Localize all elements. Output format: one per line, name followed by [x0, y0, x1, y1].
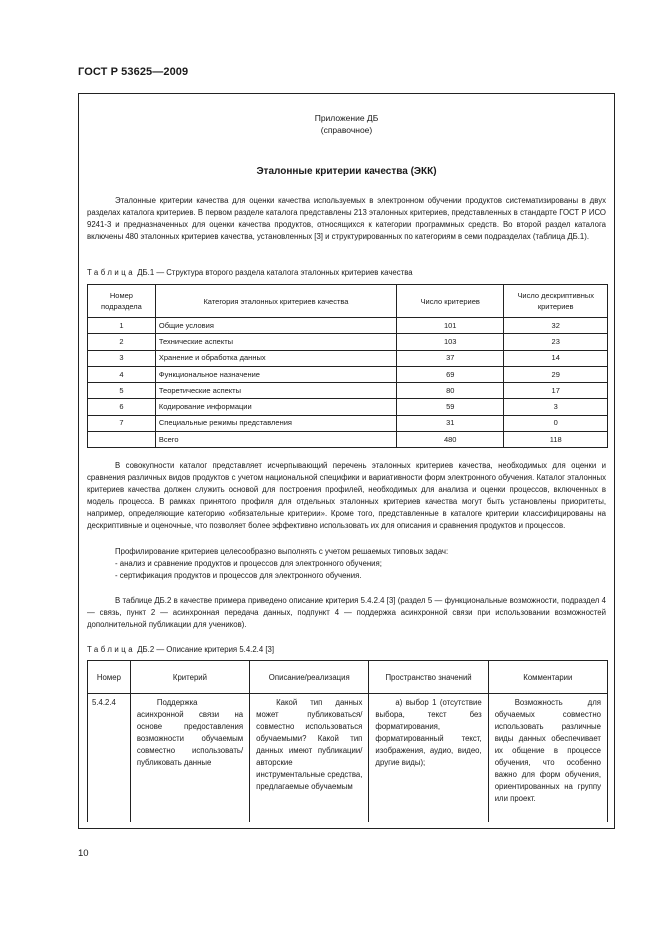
table-cell: 80: [397, 383, 504, 399]
list-item: - сертификация продуктов и процессов для электронного обучения.: [115, 571, 362, 580]
table-row: [88, 694, 608, 823]
content-frame: [78, 93, 615, 829]
table2-caption-label: Таблица: [87, 645, 136, 654]
column-header: Номер подраздела: [88, 285, 156, 318]
table-cell: 103: [397, 334, 504, 350]
table-cell: Специальные режимы представления: [155, 415, 396, 431]
table-cell: Поддержка асинхронной связи на основе предоставления возможности обучаемым совместно использовать/публиковать данные: [130, 694, 249, 823]
table-cell: Хранение и обработка данных: [155, 350, 396, 366]
table1-caption: [87, 267, 413, 279]
table-cell: 5.4.2.4: [88, 694, 131, 823]
table-cell: 59: [397, 399, 504, 415]
table-cell: 480: [397, 432, 504, 448]
intro-paragraph: Эталонные критерии качества для оценки качества используемых в электронном обучении продуктов систематизированы в двух разделах каталога критериев. В первом разделе каталога представлены 213 эталонных критериев, представленных в стандарте ГОСТ Р ИСО 9241-3 и предназначенных для оценки качества продуктов, относящихся к категории программных средств. Во второй раздел каталога включены 480 эталонных критериев качества, установленных [3] и структурированных по категориям в семи подразделах (таблица ДБ.1).: [87, 196, 606, 241]
table-cell: 4: [88, 366, 156, 382]
table-cell: 6: [88, 399, 156, 415]
table-cell: 1: [88, 318, 156, 334]
table-cell: 3: [504, 399, 608, 415]
column-header: Номер: [88, 661, 131, 694]
table-row: [88, 399, 608, 415]
table-header-row: [88, 661, 608, 694]
table-cell: 29: [504, 366, 608, 382]
criterion-description-table: [87, 660, 608, 822]
section-title: Эталонные критерии качества (ЭКК): [256, 166, 437, 177]
column-header: Критерий: [130, 661, 249, 694]
table-cell: 118: [504, 432, 608, 448]
table-cell: 2: [88, 334, 156, 350]
table-cell: Общие условия: [155, 318, 396, 334]
table-row: [88, 415, 608, 431]
document-code: ГОСТ Р 53625—2009: [78, 66, 189, 78]
table-header-row: [88, 285, 608, 318]
column-header: Число дескриптивных критериев: [504, 285, 608, 318]
table-cell: 17: [504, 383, 608, 399]
table-cell: 3: [88, 350, 156, 366]
list-item: - анализ и сравнение продуктов и процессов для электронного обучения;: [115, 559, 382, 568]
table-cell: 31: [397, 415, 504, 431]
body-paragraph: Профилирование критериев целесообразно выполнять с учетом решаемых типовых задач:: [115, 547, 449, 556]
table2-caption: [87, 644, 274, 656]
table1-caption-label: Таблица: [87, 268, 136, 277]
annex-title: Приложение ДБ: [314, 113, 379, 123]
table-cell: 37: [397, 350, 504, 366]
annex-heading: [79, 112, 614, 136]
table-row: [88, 318, 608, 334]
table1-caption-text: ДБ.1 — Структура второго раздела каталога эталонных критериев качества: [137, 268, 413, 277]
table-cell: Теоретические аспекты: [155, 383, 396, 399]
table-cell: а) выбор 1 (отсутствие выбора, текст без форматирования, форматированный текст, изображения, аудио, видео, другие виды);: [369, 694, 488, 823]
table-cell: 32: [504, 318, 608, 334]
column-header: Пространство значений: [369, 661, 488, 694]
table-cell: [88, 432, 156, 448]
table-cell: 5: [88, 383, 156, 399]
table-row: [88, 383, 608, 399]
table-cell: 101: [397, 318, 504, 334]
table-cell: Какой тип данных может публиковаться/совместно использоваться обучаемыми? Какой тип данных имеют публикации/авторские инструментальные средства, предлагаемые обучаемым: [250, 694, 369, 823]
body-paragraph: В таблице ДБ.2 в качестве примера приведено описание критерия 5.4.2.4 [3] (раздел 5 — функциональные возможности, подраздел 4 — связь, пункт 2 — асинхронная передача данных, подпункт 4 — поддержка асинхронной связи при использовании возможностей дополнительной публикации для учеников).: [87, 596, 606, 629]
table-cell: 14: [504, 350, 608, 366]
table-row: [88, 366, 608, 382]
body-paragraph: В совокупности каталог представляет исчерпывающий перечень эталонных критериев качества, необходимых для оценки и сравнения различных видов продуктов с учетом национальной специфики и вариативности форм электронного обучения. Каталог эталонных критериев качества должен служить основой для построения профилей, необходимых для анализа и оценки процессов, включенных в модель процесса. В рамках принятого профиля для отдельных эталонных критериев качества могут быть установлены приоритеты, например, определяющие категорию «обязательные критерии». Кроме того, представленные в каталоге критерии классифицированы на дескриптивные и оценочные, что позволяет более эффективно использовать их для описания и сравнения продуктов и процессов.: [87, 461, 606, 530]
page-number: 10: [78, 848, 89, 859]
annex-subtitle: (справочное): [320, 125, 373, 135]
column-header: Категория эталонных критериев качества: [155, 285, 396, 318]
table-cell: 23: [504, 334, 608, 350]
subsection-structure-table: [87, 284, 608, 448]
table2-caption-text: ДБ.2 — Описание критерия 5.4.2.4 [3]: [137, 645, 275, 654]
column-header: Число критериев: [397, 285, 504, 318]
table-row: [88, 350, 608, 366]
table-cell: 7: [88, 415, 156, 431]
table-row: [88, 334, 608, 350]
table-cell: 0: [504, 415, 608, 431]
table-cell: 69: [397, 366, 504, 382]
table-cell: Кодирование информации: [155, 399, 396, 415]
table-cell: Всего: [155, 432, 396, 448]
table-cell: Технические аспекты: [155, 334, 396, 350]
task-list: [115, 558, 382, 582]
column-header: Комментарии: [488, 661, 607, 694]
column-header: Описание/реализация: [250, 661, 369, 694]
table-total-row: [88, 432, 608, 448]
table-cell: Возможность для обучаемых совместно использовать различные виды данных обеспечивает их общение в процессе обучения, что особенно важно для форм обучения, ориентированных на группу или проект.: [488, 694, 607, 823]
table-cell: Функциональное назначение: [155, 366, 396, 382]
